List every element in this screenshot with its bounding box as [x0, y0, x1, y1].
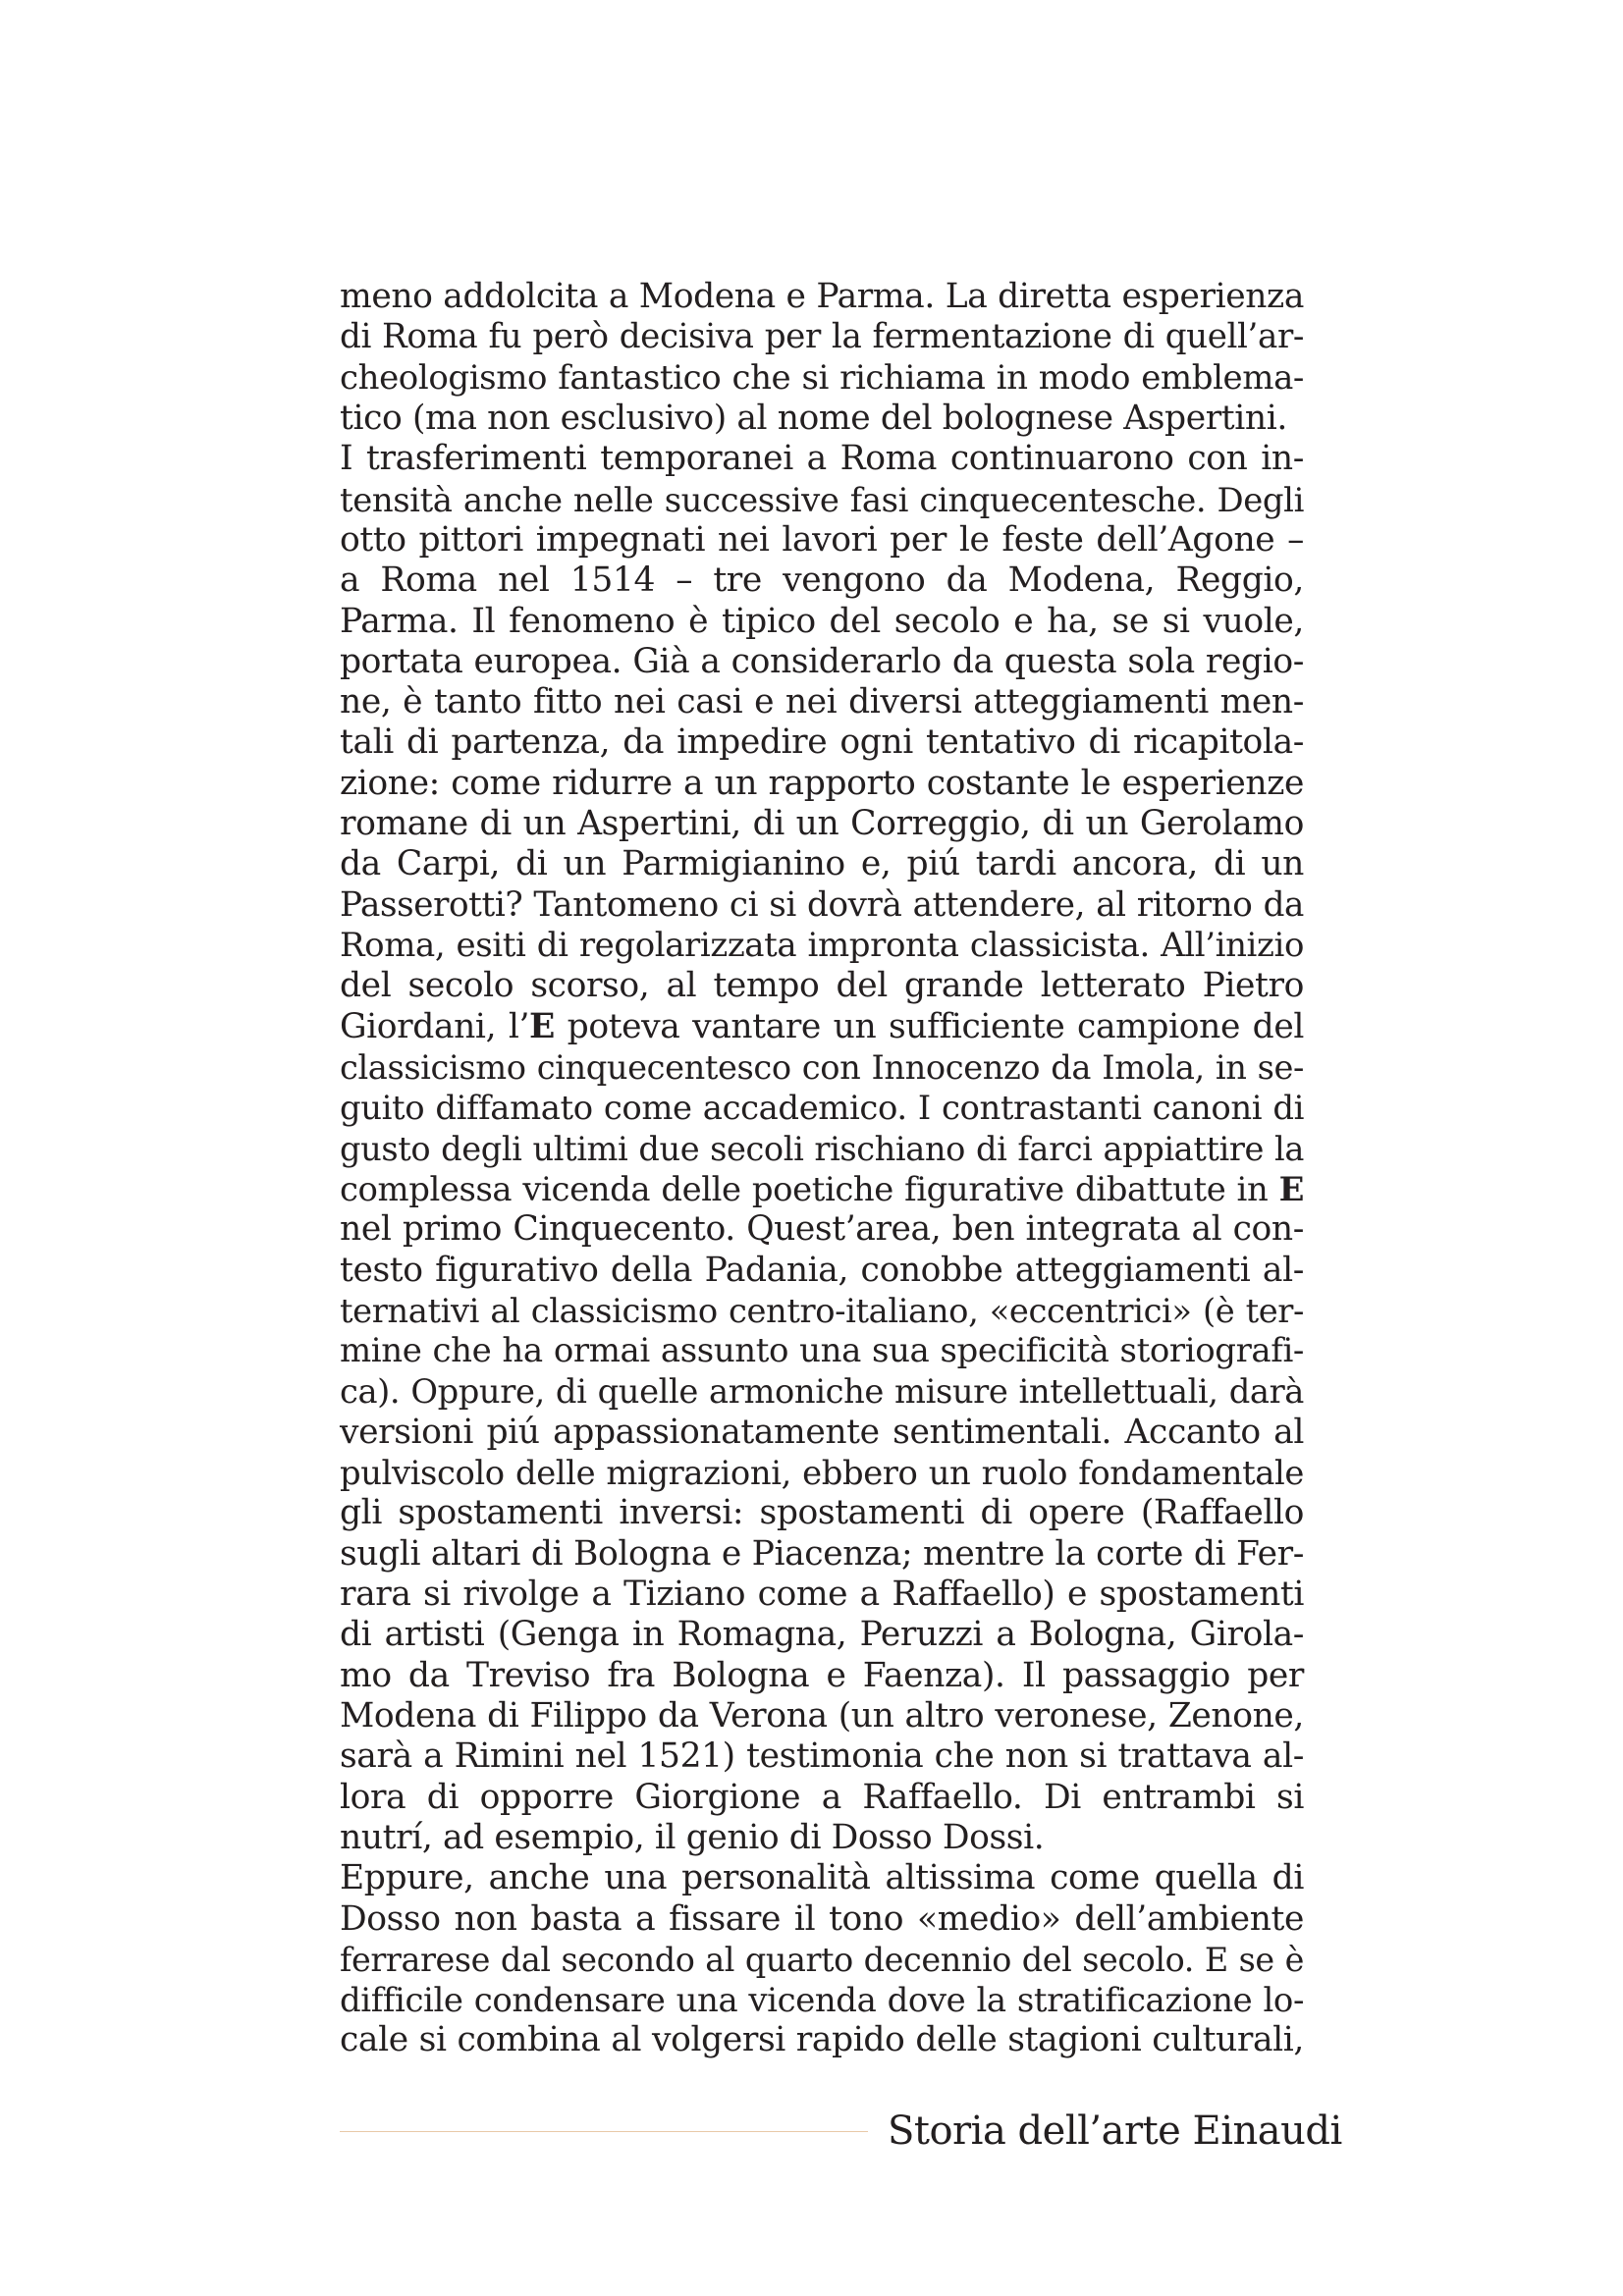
text-line: Eppure, anche una personalità altissima come quella di — [340, 1858, 1304, 1898]
text-line: tensità anche nelle successive fasi cinquecentesche. Degli — [340, 480, 1304, 519]
text-line: tico (ma non esclusivo) al nome del bolognese Aspertini. — [340, 398, 1287, 438]
text-segment: poteva vantare un sufficiente campione del — [554, 1006, 1304, 1046]
text-line: gli spostamenti inversi: spostamenti di opere (Raffaello — [340, 1493, 1304, 1533]
text-line: rara si rivolge a Tiziano come a Raffaello) e spostamenti — [340, 1575, 1304, 1614]
text-line: romane di un Aspertini, di un Correggio, di un Gerolamo — [340, 804, 1304, 844]
text-line: meno addolcita a Modena e Parma. La diretta esperienza — [340, 277, 1304, 316]
text-line: portata europea. Già a considerarlo da questa sola regio- — [340, 641, 1304, 681]
text-line: a Roma nel 1514 – tre vengono da Modena, Reggio, — [340, 561, 1304, 601]
text-line: cheologismo fantastico che si richiama in modo emblema- — [340, 357, 1304, 398]
text-line: tali di partenza, da impedire ogni tentativo di ricapitola- — [340, 722, 1304, 763]
footer-rule — [340, 2131, 868, 2132]
text-segment: complessa vicenda delle poetiche figurative dibattute in — [340, 1169, 1279, 1208]
text-line: otto pittori impegnati nei lavori per le feste dell’Agone – — [340, 519, 1304, 560]
text-line: sarà a Rimini nel 1521) testimonia che non si trattava al- — [340, 1736, 1304, 1777]
text-segment: Giordani, l’ — [340, 1006, 530, 1046]
text-line: versioni piú appassionatamente sentimentali. Accanto al — [340, 1412, 1304, 1452]
text-line — [340, 1169, 1304, 1209]
text-line: ca). Oppure, di quelle armoniche misure intellettuali, darà — [340, 1372, 1304, 1412]
text-line: Dosso non basta a fissare il tono «medio» dell’ambiente — [340, 1898, 1304, 1939]
text-line: Parma. Il fenomeno è tipico del secolo e ha, se si vuole, — [340, 601, 1304, 641]
text-line: testo figurativo della Padania, conobbe atteggiamenti al- — [340, 1250, 1304, 1290]
text-line — [340, 1007, 1304, 1047]
text-line: di Roma fu però decisiva per la fermentazione di quell’ar- — [340, 317, 1304, 357]
body-text — [340, 277, 1304, 2061]
text-line: mo da Treviso fra Bologna e Faenza). Il passaggio per — [340, 1655, 1304, 1695]
text-line: Roma, esiti di regolarizzata impronta classicista. All’inizio — [340, 926, 1304, 965]
text-line: ternativi al classicismo centro-italiano, «eccentrici» (è ter- — [340, 1291, 1304, 1330]
text-line: ne, è tanto fitto nei casi e nei diversi atteggiamenti men- — [340, 682, 1304, 722]
text-line: nel primo Cinquecento. Quest’area, ben integrata al con- — [340, 1209, 1304, 1250]
text-line: zione: come ridurre a un rapporto costante le esperienze — [340, 763, 1304, 803]
text-line: di artisti (Genga in Romagna, Peruzzi a Bologna, Girola- — [340, 1615, 1304, 1655]
text-line: ferrarese dal secondo al quarto decennio del secolo. E se è — [340, 1940, 1304, 1979]
text-line: cale si combina al volgersi rapido delle stagioni culturali, — [340, 2020, 1304, 2060]
text-line: lora di opporre Giorgione a Raffaello. Di entrambi si — [340, 1777, 1304, 1817]
text-line: sugli altari di Bologna e Piacenza; mentre la corte di Fer- — [340, 1533, 1304, 1574]
text-line: I trasferimenti temporanei a Roma continuarono con in- — [340, 439, 1304, 479]
footer-title: Storia dell’arte Einaudi — [888, 2109, 1342, 2154]
region-abbreviation: E — [1278, 1168, 1304, 1208]
text-line: pulviscolo delle migrazioni, ebbero un ruolo fondamentale — [340, 1454, 1304, 1493]
text-line: Passerotti? Tantomeno ci si dovrà attendere, al ritorno da — [340, 884, 1304, 925]
text-line: Modena di Filippo da Verona (un altro veronese, Zenone, — [340, 1695, 1304, 1735]
text-line: mine che ha ormai assunto una sua specificità storiografi- — [340, 1331, 1304, 1371]
text-line: del secolo scorso, al tempo del grande letterato Pietro — [340, 966, 1304, 1006]
text-line: da Carpi, di un Parmigianino e, piú tardi ancora, di un — [340, 844, 1304, 884]
text-line: difficile condensare una vicenda dove la stratificazione lo- — [340, 1981, 1304, 2020]
text-line: gusto degli ultimi due secoli rischiano di farci appiattire la — [340, 1129, 1304, 1168]
text-line: guito diffamato come accademico. I contrastanti canoni di — [340, 1089, 1304, 1128]
region-abbreviation: E — [529, 1006, 555, 1046]
text-line: nutrí, ad esempio, il genio di Dosso Dossi. — [340, 1817, 1045, 1857]
text-line: classicismo cinquecentesco con Innocenzo da Imola, in se- — [340, 1047, 1304, 1087]
